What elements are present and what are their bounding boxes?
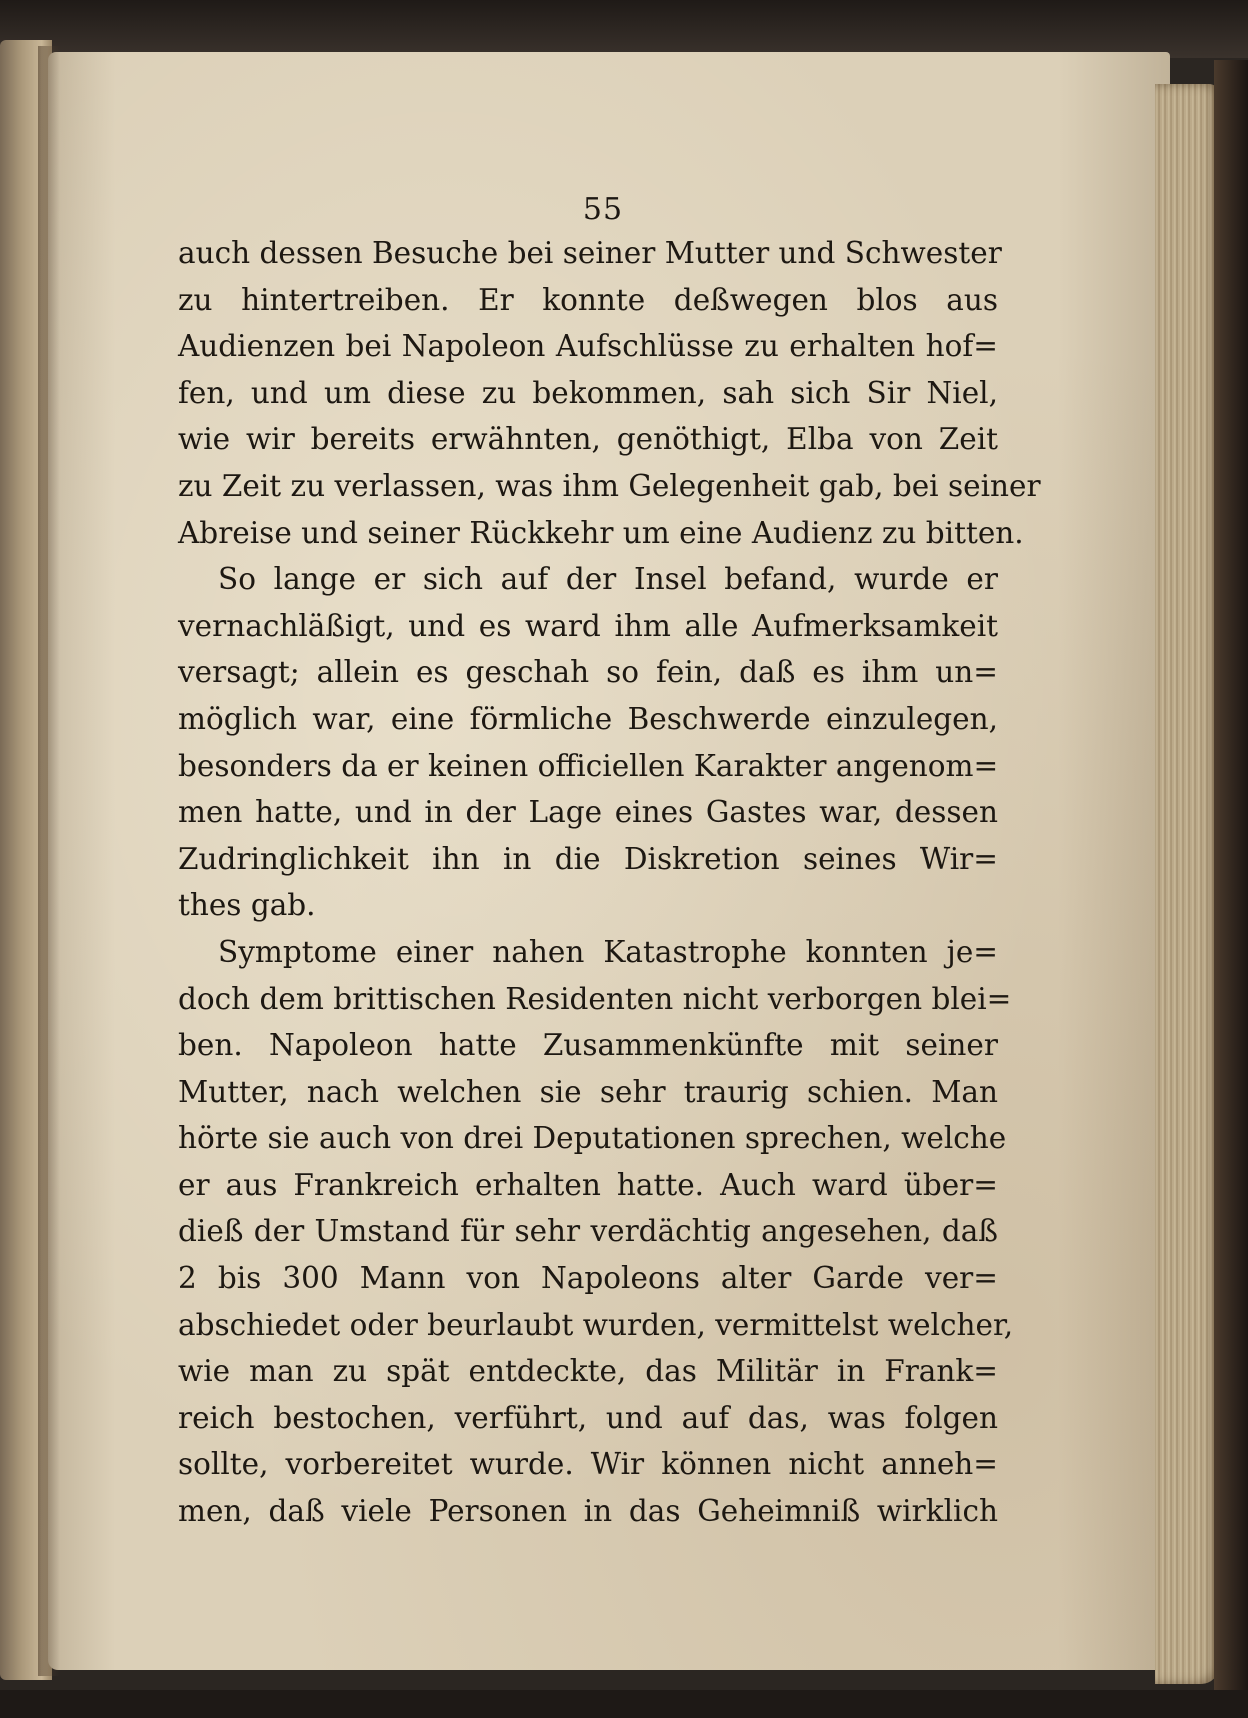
book-page	[48, 52, 1170, 1670]
text-line: er aus Frankreich erhalten hatte. Auch ward über=	[178, 1167, 998, 1202]
text-line: So lange er sich auf der Insel befand, wurde er	[218, 562, 998, 597]
text-line: möglich war, eine förmliche Beschwerde einzulegen,	[178, 701, 998, 736]
text-line: Mutter, nach welchen sie sehr traurig schien. Man	[178, 1074, 998, 1109]
text-line: Audienzen bei Napoleon Aufschlüsse zu erhalten hof=	[178, 329, 998, 364]
text-line: zu hintertreiben. Er konnte deßwegen blos aus	[178, 282, 998, 317]
text-line: Symptome einer nahen Katastrophe konnten je=	[218, 934, 998, 969]
text-line: sollte, vorbereitet wurde. Wir können nicht anneh=	[178, 1447, 998, 1482]
text-line: men hatte, und in der Lage eines Gastes war, dessen	[178, 795, 998, 830]
text-line: wie wir bereits erwähnten, genöthigt, Elba von Zeit	[178, 422, 998, 457]
book-background-top	[0, 0, 1248, 58]
text-line: besonders da er keinen officiellen Karakter angenom=	[178, 748, 999, 783]
book-background-bottom	[0, 1690, 1248, 1718]
text-line: hörte sie auch von drei Deputationen sprechen, welche	[178, 1121, 1007, 1156]
page-gutter-shadow	[38, 46, 60, 1676]
text-line: dieß der Umstand für sehr verdächtig angesehen, daß	[178, 1214, 998, 1249]
text-line: doch dem brittischen Residenten nicht verborgen blei=	[178, 981, 1012, 1016]
text-line: vernachläßigt, und es ward ihm alle Aufmerksamkeit	[178, 608, 998, 643]
book-cover-edge	[1214, 60, 1248, 1718]
text-line: abschiedet oder beurlaubt wurden, vermittelst welcher,	[178, 1307, 1014, 1342]
page-text-block	[178, 230, 1041, 1535]
stacked-page-edges	[1155, 84, 1219, 1684]
text-line: zu Zeit zu verlassen, was ihm Gelegenheit gab, bei seiner	[178, 468, 1041, 503]
text-line: auch dessen Besuche bei seiner Mutter und Schwester	[178, 236, 1002, 270]
text-line: ben. Napoleon hatte Zusammenkünfte mit seiner	[178, 1028, 998, 1063]
text-line: reich bestochen, verführt, und auf das, was folgen	[178, 1400, 998, 1435]
text-line: versagt; allein es geschah so fein, daß es ihm un=	[178, 655, 998, 690]
text-line: Abreise und seiner Rückkehr um eine Audienz zu bitten.	[178, 515, 1024, 550]
text-line: thes gab.	[178, 888, 316, 923]
page-number: 55	[582, 192, 624, 227]
text-line: men, daß viele Personen in das Geheimniß wirklich	[178, 1494, 998, 1529]
text-line: 2 bis 300 Mann von Napoleons alter Garde ver=	[178, 1261, 998, 1296]
text-line: wie man zu spät entdeckte, das Militär in Frank=	[178, 1354, 998, 1389]
text-line: fen, und um diese zu bekommen, sah sich Sir Niel,	[178, 375, 998, 410]
text-line: Zudringlichkeit ihn in die Diskretion seines Wir=	[178, 841, 998, 876]
